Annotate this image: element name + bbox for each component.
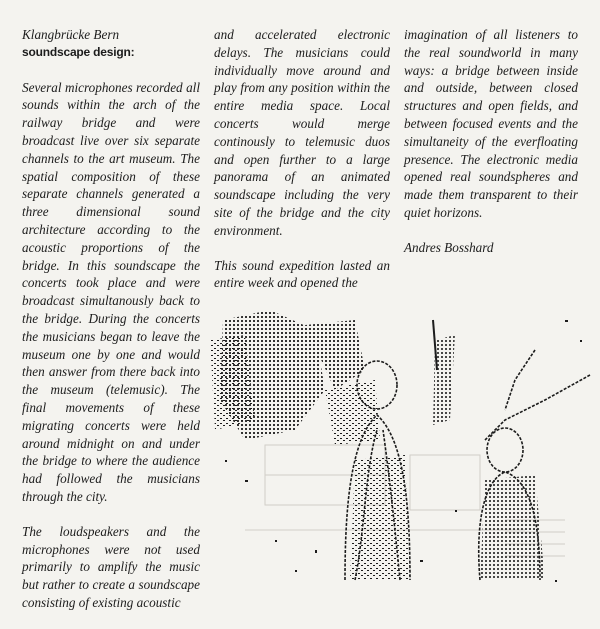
- right-figure-shading: [433, 335, 545, 580]
- section-heading: [22, 26, 200, 62]
- paragraph-1: Several microphones recorded all sounds within the arch of the railway bridge and were broadcast live over six separate channels to the art museum. The spatial composition of these separate channels generated a three dimensional sound architecture according to the acoustic proportions of the bridge. In this soundscape the concerts took place and were broadcast simultanously back to the bridge. During the concerts the musicians began to leave the museum one by one and would then answer from there back into the museum (telemusic). The final movements of these migrating concerts were held around midnight on and under the bridge to where the audience had followed the musicians through the city.: [22, 79, 200, 504]
- signature: Andres Bosshard: [404, 239, 494, 255]
- heading-subtitle: soundscape design:: [22, 44, 135, 59]
- musicians-photo: [205, 280, 600, 596]
- paragraph-4: This sound expedition lasted an entire week and opened the: [214, 257, 390, 291]
- paragraph-2: The loudspeakers and the microphones were not used primarily to amplify the music but rather to create a soundscape consisting of existing acoustic: [22, 523, 200, 610]
- paragraph-5: imagination of all listeners to the real soundworld in many ways: a bridge between inside and outside, between closed structures and open fields, and between focused events and the simultaneity of the everfloating presence. The electronic media opened real soundspheres and made them transparent to their quiet horizons.: [404, 27, 578, 220]
- text-column-1: [22, 26, 200, 629]
- figure-shading: [350, 455, 410, 580]
- text-column-3: [404, 26, 578, 274]
- heading-title: Klangbrücke Bern: [22, 27, 120, 42]
- text-column-2: [214, 26, 390, 309]
- paragraph-3: and accelerated electronic delays. The musicians could individually move around and play from any position within the entire media space. Local concerts would merge continously to telemusic duos and open further to a large panorama of an animated soundscape including the very site of the bridge and the city environment.: [214, 27, 390, 238]
